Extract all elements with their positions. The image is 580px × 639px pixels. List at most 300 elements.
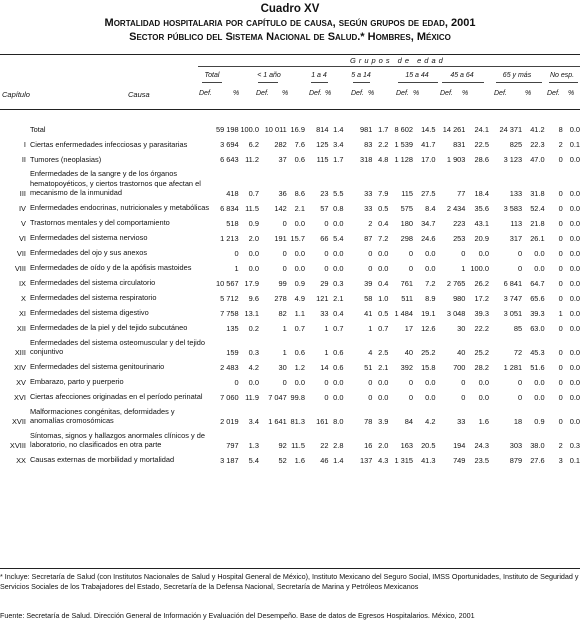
table-row xyxy=(0,323,580,333)
table-row xyxy=(0,169,580,198)
deaths-cell: 1 xyxy=(282,323,287,333)
deaths-cell: 87 xyxy=(364,233,373,243)
deaths-cell: 0 xyxy=(558,323,563,333)
deaths-cell: 0 xyxy=(368,392,373,402)
cause-cell: Tumores (neoplasias) xyxy=(29,154,102,164)
table-row xyxy=(0,218,580,228)
percent-cell: 0.4 xyxy=(333,308,344,318)
deaths-cell: 0 xyxy=(368,263,373,273)
def-header: Def. xyxy=(199,90,212,97)
percent-cell: 22.3 xyxy=(530,140,545,149)
percent-cell: 100.0 xyxy=(470,263,489,273)
deaths-cell: 298 xyxy=(400,233,413,243)
percent-cell: 2.1 xyxy=(294,203,305,213)
table-title: Mortalidad hospitalaria por capítulo de causa, según grupos de edad, 2001 xyxy=(104,17,476,29)
percent-cell: 8.4 xyxy=(425,203,436,213)
deaths-cell: 0 xyxy=(234,248,239,258)
table-row xyxy=(0,154,580,164)
percent-cell: 0.3 xyxy=(569,440,580,450)
percent-cell: 0.2 xyxy=(248,323,259,333)
percent-cell: 21.8 xyxy=(530,218,545,228)
deaths-cell: 57 xyxy=(320,203,329,213)
deaths-cell: 0 xyxy=(282,263,287,273)
percent-cell: 11.5 xyxy=(245,203,259,213)
deaths-cell: 3 583 xyxy=(503,203,523,213)
deaths-cell: 2 xyxy=(558,440,563,450)
deaths-cell: 0 xyxy=(461,377,466,387)
percent-cell: 0.0 xyxy=(333,218,344,228)
percent-cell: 0.0 xyxy=(569,308,580,318)
percent-cell: 2.1 xyxy=(333,293,344,303)
chapter-cell: VIII xyxy=(14,263,26,273)
deaths-cell: 0 xyxy=(558,347,563,357)
deaths-cell: 83 xyxy=(364,140,373,149)
percent-cell: 12.6 xyxy=(421,323,436,333)
table-number: Cuadro XV xyxy=(260,3,320,15)
percent-cell: 4.9 xyxy=(294,293,305,303)
cause-cell: Enfermedades de oído y de la apófisis mastoides xyxy=(29,263,192,272)
percent-cell: 34.7 xyxy=(421,218,436,228)
percent-cell: 0.0 xyxy=(425,392,436,402)
percent-cell: 39.3 xyxy=(474,308,489,318)
chapter-cell: IX xyxy=(18,278,26,288)
group-header: < 1 año xyxy=(257,72,281,79)
deaths-cell: 66 xyxy=(320,233,329,243)
percent-cell: 4.2 xyxy=(248,362,259,372)
group-header: 15 a 44 xyxy=(405,72,429,79)
cause-cell: Total xyxy=(29,124,46,134)
group-header-rule xyxy=(202,82,222,83)
deaths-cell: 17 xyxy=(404,323,413,333)
percent-cell: 23.5 xyxy=(474,455,489,465)
cause-cell: Enfermedades del sistema genitourinario xyxy=(29,362,165,371)
deaths-cell: 0 xyxy=(558,248,563,258)
deaths-cell: 1 xyxy=(558,308,563,318)
percent-cell: 1.7 xyxy=(378,125,389,134)
group-header-rule xyxy=(442,82,484,83)
deaths-cell: 317 xyxy=(509,233,523,243)
percent-cell: 0.0 xyxy=(569,203,580,213)
percent-cell: 0.0 xyxy=(378,377,389,387)
percent-cell: 5.5 xyxy=(333,188,344,198)
deaths-cell: 0 xyxy=(282,248,287,258)
percent-cell: 81.3 xyxy=(290,416,305,426)
deaths-cell: 0 xyxy=(368,377,373,387)
deaths-cell: 10 567 xyxy=(216,278,239,288)
table-row xyxy=(0,455,580,465)
percent-cell: 13.1 xyxy=(244,308,259,318)
table-row xyxy=(0,233,580,243)
percent-cell: 2.0 xyxy=(248,233,259,243)
deaths-cell: 6 643 xyxy=(220,155,239,164)
percent-cell: 27.6 xyxy=(530,455,545,465)
deaths-cell: 161 xyxy=(316,416,329,426)
table-row xyxy=(0,362,580,372)
deaths-cell: 0 xyxy=(558,155,563,164)
pct-header: % xyxy=(568,90,575,97)
percent-cell: 43.1 xyxy=(474,218,489,228)
percent-cell: 20.5 xyxy=(421,440,436,450)
percent-cell: 0.0 xyxy=(333,248,344,258)
percent-cell: 0.1 xyxy=(569,455,580,465)
percent-cell: 0.0 xyxy=(478,377,489,387)
percent-cell: 0.0 xyxy=(569,155,580,164)
table-row xyxy=(0,112,580,134)
deaths-cell: 814 xyxy=(316,125,329,134)
deaths-cell: 981 xyxy=(359,125,373,134)
percent-cell: 18.4 xyxy=(474,188,489,198)
percent-cell: 0.0 xyxy=(333,263,344,273)
group-header: 65 y más xyxy=(502,72,532,79)
deaths-cell: 6 834 xyxy=(220,203,239,213)
chapter-cell: XVI xyxy=(14,392,26,402)
cause-cell: Ciertas enfermedades infecciosas y parasitarias xyxy=(29,139,188,149)
percent-cell: 2.0 xyxy=(378,440,389,450)
deaths-cell: 2 xyxy=(368,218,373,228)
deaths-cell: 0 xyxy=(558,392,563,402)
table-row xyxy=(0,392,580,402)
percent-cell: 14.5 xyxy=(421,125,436,134)
percent-cell: 0.7 xyxy=(378,323,389,333)
deaths-cell: 82 xyxy=(278,308,287,318)
group-header-rule xyxy=(311,82,328,83)
deaths-cell: 303 xyxy=(509,440,523,450)
percent-cell: 0.9 xyxy=(294,278,305,288)
percent-cell: 0.1 xyxy=(569,140,580,149)
deaths-cell: 7 758 xyxy=(220,308,239,318)
percent-cell: 22.5 xyxy=(474,140,489,149)
percent-cell: 1.2 xyxy=(294,362,305,372)
percent-cell: 0.0 xyxy=(333,392,344,402)
percent-cell: 2.5 xyxy=(378,347,389,357)
deaths-cell: 879 xyxy=(509,455,523,465)
percent-cell: 9.6 xyxy=(248,293,259,303)
deaths-cell: 1 xyxy=(368,323,373,333)
pct-header: % xyxy=(233,90,240,97)
deaths-cell: 0 xyxy=(368,248,373,258)
percent-cell: 1.6 xyxy=(478,416,489,426)
deaths-cell: 0 xyxy=(558,377,563,387)
percent-cell: 39.3 xyxy=(530,308,545,318)
percent-cell: 0.0 xyxy=(425,248,436,258)
percent-cell: 41.3 xyxy=(421,455,436,465)
deaths-cell: 0 xyxy=(408,248,413,258)
deaths-cell: 2 483 xyxy=(220,362,239,372)
chapter-cell: III xyxy=(19,188,26,198)
percent-cell: 51.6 xyxy=(530,362,545,372)
table-row xyxy=(0,293,580,303)
percent-cell: 0.0 xyxy=(569,347,580,357)
percent-cell: 0.0 xyxy=(294,263,305,273)
deaths-cell: 0 xyxy=(558,362,563,372)
cause-cell: Ciertas afecciones originadas en el período perinatal xyxy=(29,392,203,401)
deaths-cell: 137 xyxy=(359,455,373,465)
deaths-cell: 980 xyxy=(453,293,466,303)
percent-cell: 0.8 xyxy=(333,203,344,213)
pct-header: % xyxy=(525,90,532,97)
cause-cell: Enfermedades de la piel y del tejido subcutáneo xyxy=(29,323,188,332)
percent-cell: 2.8 xyxy=(333,440,344,450)
percent-cell: 0.0 xyxy=(333,377,344,387)
percent-cell: 27.5 xyxy=(421,188,436,198)
percent-cell: 11.5 xyxy=(291,440,305,450)
deaths-cell: 30 xyxy=(457,323,466,333)
age-groups-header: Grupos de edad xyxy=(350,56,446,65)
deaths-cell: 1 281 xyxy=(503,362,523,372)
percent-cell: 35.6 xyxy=(474,203,489,213)
percent-cell: 24.6 xyxy=(421,233,436,243)
deaths-cell: 33 xyxy=(364,203,373,213)
chapter-cell: XIII xyxy=(14,347,26,357)
deaths-cell: 115 xyxy=(401,188,413,198)
table-row xyxy=(0,407,580,426)
deaths-cell: 30 xyxy=(278,362,287,372)
deaths-cell: 0 xyxy=(558,293,563,303)
deaths-cell: 23 xyxy=(320,188,329,198)
percent-cell: 0.6 xyxy=(294,155,305,164)
deaths-cell: 40 xyxy=(404,347,413,357)
mortality-table xyxy=(0,112,580,470)
deaths-cell: 7 047 xyxy=(268,392,287,402)
chapter-cell: VII xyxy=(16,248,26,258)
percent-cell: 0.5 xyxy=(378,308,389,318)
chapter-cell: X xyxy=(21,293,26,303)
table-row xyxy=(0,431,580,450)
percent-cell: 100.0 xyxy=(240,125,259,134)
deaths-cell: 3 694 xyxy=(220,140,239,149)
deaths-cell: 1 xyxy=(282,347,287,357)
percent-cell: 0.5 xyxy=(378,203,389,213)
cause-column-header: Causa xyxy=(128,90,150,99)
percent-cell: 41.2 xyxy=(530,125,545,134)
deaths-cell: 2 019 xyxy=(220,416,239,426)
percent-cell: 38.0 xyxy=(530,440,545,450)
percent-cell: 0.7 xyxy=(333,323,344,333)
percent-cell: 7.2 xyxy=(425,278,436,288)
deaths-cell: 0 xyxy=(324,218,329,228)
chapter-cell: XVII xyxy=(11,416,26,426)
percent-cell: 4.2 xyxy=(425,416,436,426)
table-row xyxy=(0,278,580,288)
deaths-cell: 278 xyxy=(274,293,287,303)
group-header: 1 a 4 xyxy=(311,72,327,79)
deaths-cell: 33 xyxy=(457,416,466,426)
deaths-cell: 59 198 xyxy=(216,125,239,134)
cause-cell: Síntomas, signos y hallazgos anormales clínicos y de laboratorio, no clasificados en otra parte xyxy=(29,430,205,449)
deaths-cell: 3 048 xyxy=(446,308,466,318)
percent-cell: 0.0 xyxy=(569,278,580,288)
percent-cell: 15.8 xyxy=(421,362,436,372)
deaths-cell: 0 xyxy=(517,263,523,273)
percent-cell: 1.7 xyxy=(333,155,344,164)
deaths-cell: 41 xyxy=(364,308,373,318)
chapter-cell: XIV xyxy=(14,362,26,372)
chapter-cell: XVIII xyxy=(9,440,26,450)
percent-cell: 3.4 xyxy=(248,416,259,426)
percent-cell: 0.6 xyxy=(294,347,305,357)
deaths-cell: 163 xyxy=(400,440,413,450)
table-row xyxy=(0,248,580,258)
deaths-cell: 52 xyxy=(278,455,287,465)
percent-cell: 0.0 xyxy=(378,263,389,273)
source-note: Fuente: Secretaría de Salud. Dirección General de Información y Evaluación del Desempeño. Base de datos de Egresos Hospitalarios. México, 2001 xyxy=(0,611,475,620)
deaths-cell: 8 602 xyxy=(394,125,413,134)
chapter-cell: XV xyxy=(16,377,26,387)
deaths-cell: 159 xyxy=(226,347,239,357)
percent-cell: 0.0 xyxy=(569,188,580,198)
deaths-cell: 0 xyxy=(558,233,563,243)
percent-cell: 0.0 xyxy=(478,248,489,258)
deaths-cell: 77 xyxy=(457,188,466,198)
percent-cell: 0.0 xyxy=(425,377,436,387)
deaths-cell: 33 xyxy=(320,308,329,318)
chapter-cell: II xyxy=(21,155,26,164)
table-subtitle: Sector público del Sistema Nacional de Salud.* Hombres, México xyxy=(129,31,451,43)
percent-cell: 0.0 xyxy=(248,377,259,387)
percent-cell: 45.3 xyxy=(530,347,545,357)
deaths-cell: 1 315 xyxy=(394,455,413,465)
percent-cell: 25.2 xyxy=(421,347,436,357)
deaths-cell: 85 xyxy=(513,323,523,333)
deaths-cell: 0 xyxy=(324,377,329,387)
deaths-cell: 749 xyxy=(453,455,466,465)
percent-cell: 0.0 xyxy=(248,263,259,273)
cause-cell: Malformaciones congénitas, deformidades y anomalías cromosómicas xyxy=(29,406,175,425)
deaths-cell: 99 xyxy=(278,278,287,288)
percent-cell: 2.2 xyxy=(378,140,389,149)
percent-cell: 8.9 xyxy=(425,293,436,303)
percent-cell: 0.0 xyxy=(425,263,436,273)
deaths-cell: 84 xyxy=(404,416,413,426)
percent-cell: 26.1 xyxy=(530,233,545,243)
percent-cell: 20.9 xyxy=(474,233,489,243)
deaths-cell: 37 xyxy=(278,155,287,164)
deaths-cell: 58 xyxy=(364,293,373,303)
deaths-cell: 0 xyxy=(517,392,523,402)
percent-cell: 16.9 xyxy=(290,125,305,134)
percent-cell: 7.6 xyxy=(294,140,305,149)
percent-cell: 0.0 xyxy=(569,233,580,243)
percent-cell: 0.6 xyxy=(333,362,344,372)
deaths-cell: 0 xyxy=(234,377,239,387)
pct-header: % xyxy=(282,90,289,97)
deaths-cell: 125 xyxy=(316,140,329,149)
deaths-cell: 0 xyxy=(558,203,563,213)
deaths-cell: 16 xyxy=(364,440,373,450)
percent-cell: 8.6 xyxy=(294,188,305,198)
percent-cell: 99.8 xyxy=(290,392,305,402)
percent-cell: 1.6 xyxy=(294,455,305,465)
deaths-cell: 1 128 xyxy=(394,155,413,164)
deaths-cell: 1 641 xyxy=(268,416,287,426)
deaths-cell: 191 xyxy=(274,233,287,243)
deaths-cell: 0 xyxy=(461,392,466,402)
percent-cell: 0.0 xyxy=(569,392,580,402)
percent-cell: 4.8 xyxy=(378,155,389,164)
chapter-column-header: Capítulo xyxy=(2,90,30,99)
percent-cell: 24.1 xyxy=(474,125,489,134)
percent-cell: 63.0 xyxy=(530,323,545,333)
group-header-rule xyxy=(496,82,542,83)
table-row xyxy=(0,377,580,387)
deaths-cell: 78 xyxy=(364,416,373,426)
percent-cell: 0.4 xyxy=(378,278,389,288)
deaths-cell: 7 060 xyxy=(220,392,239,402)
deaths-cell: 0 xyxy=(558,416,563,426)
deaths-cell: 700 xyxy=(453,362,466,372)
percent-cell: 0.9 xyxy=(248,218,259,228)
percent-cell: 26.2 xyxy=(474,278,489,288)
percent-cell: 0.0 xyxy=(478,392,489,402)
percent-cell: 28.2 xyxy=(474,362,489,372)
chapter-cell: IV xyxy=(18,203,26,213)
percent-cell: 8.0 xyxy=(333,416,344,426)
percent-cell: 0.9 xyxy=(534,416,545,426)
percent-cell: 25.2 xyxy=(474,347,489,357)
percent-cell: 17.0 xyxy=(421,155,436,164)
percent-cell: 6.2 xyxy=(248,140,259,149)
deaths-cell: 2 434 xyxy=(446,203,466,213)
deaths-cell: 0 xyxy=(408,263,413,273)
deaths-cell: 0 xyxy=(324,248,329,258)
percent-cell: 0.0 xyxy=(569,362,580,372)
cause-cell: Enfermedades del sistema digestivo xyxy=(29,308,149,317)
deaths-cell: 121 xyxy=(316,293,329,303)
deaths-cell: 0 xyxy=(324,392,329,402)
percent-cell: 0.0 xyxy=(294,248,305,258)
percent-cell: 3.9 xyxy=(378,416,389,426)
deaths-cell: 40 xyxy=(457,347,466,357)
deaths-cell: 0 xyxy=(282,218,287,228)
percent-cell: 0.4 xyxy=(378,218,389,228)
percent-cell: 7.2 xyxy=(378,233,389,243)
title-block xyxy=(0,0,580,44)
deaths-cell: 142 xyxy=(274,203,287,213)
group-header: Total xyxy=(204,72,220,79)
deaths-cell: 825 xyxy=(509,140,523,149)
deaths-cell: 0 xyxy=(408,392,413,402)
cause-cell: Enfermedades de la sangre y de los órganos hematopoyéticos, y ciertos trastornos que afectan el mecanismo de la inmunidad xyxy=(29,169,201,197)
percent-cell: 17.9 xyxy=(244,278,259,288)
percent-cell: 0.0 xyxy=(378,248,389,258)
chapter-cell: XX xyxy=(16,455,26,465)
deaths-cell: 115 xyxy=(316,155,329,164)
cause-cell: Enfermedades del ojo y sus anexos xyxy=(29,248,148,257)
deaths-cell: 0 xyxy=(408,377,413,387)
deaths-cell: 797 xyxy=(226,440,239,450)
deaths-cell: 0 xyxy=(558,263,563,273)
table-row xyxy=(0,263,580,273)
percent-cell: 64.7 xyxy=(530,278,545,288)
percent-cell: 0.6 xyxy=(333,347,344,357)
table-row xyxy=(0,338,580,357)
percent-cell: 1.0 xyxy=(378,293,389,303)
deaths-cell: 113 xyxy=(510,218,523,228)
deaths-cell: 0 xyxy=(461,248,466,258)
chapter-cell: I xyxy=(23,140,26,149)
pct-header: % xyxy=(325,90,332,97)
percent-cell: 28.6 xyxy=(474,155,489,164)
deaths-cell: 1 xyxy=(324,323,329,333)
percent-cell: 2.1 xyxy=(378,362,389,372)
deaths-cell: 392 xyxy=(400,362,413,372)
chapter-cell xyxy=(0,112,30,134)
pct-header: % xyxy=(368,90,375,97)
deaths-cell: 418 xyxy=(226,188,239,198)
deaths-cell: 133 xyxy=(509,188,523,198)
deaths-cell: 223 xyxy=(453,218,466,228)
deaths-cell: 180 xyxy=(400,218,413,228)
